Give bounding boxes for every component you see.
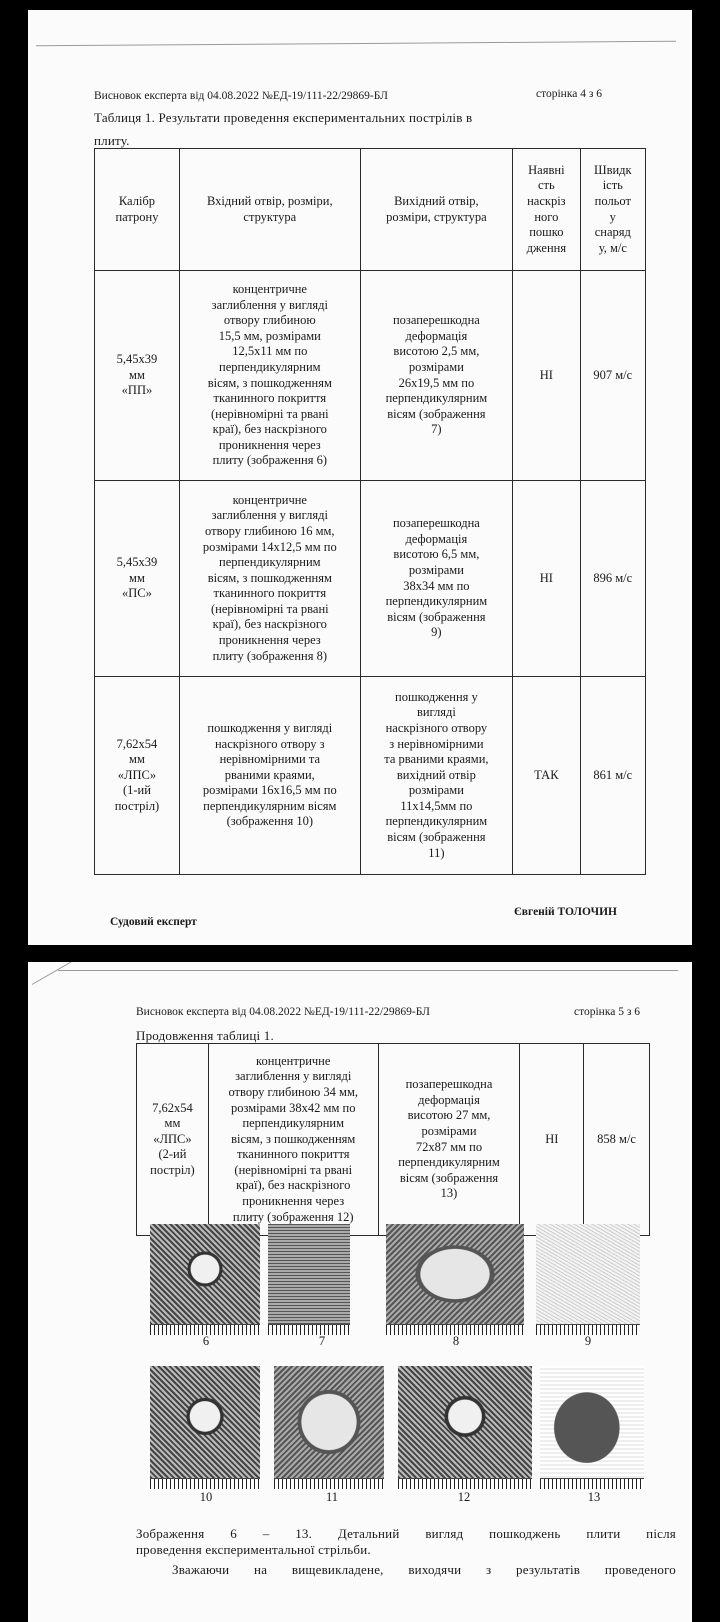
damage-photo [398,1366,532,1478]
results-table-continued [136,1043,650,1236]
page-header-left: Висновок експерта від 04.08.2022 №ЕД-19/111-22/29869-БЛ [136,1006,430,1018]
damage-photo [386,1224,524,1324]
cell-exit: позаперешкодна деформація висотою 2,5 мм, розмірами 26х19,5 мм по перпендикулярним вісям (зображення 7) [360,271,512,481]
cell-entry: пошкодження у вигляді наскрізного отвору з нерівномірними та рваними краями, розмірами 16х16,5 мм по перпендикулярним вісям (зображення 10) [179,677,360,875]
cell-caliber: 7,62х54 мм «ЛПС» (1-ий постріл) [95,677,180,875]
figure-caption: Зображення 6 – 13. Детальний вигляд пошкоджень плити після [136,1526,676,1541]
header-through-damage: Наявні сть наскріз ного пошко дження [513,149,581,271]
cell-caliber: 5,45х39 мм «ПП» [95,271,180,481]
cell-exit: позаперешкодна деформація висотою 6,5 мм, розмірами 38х34 мм по перпендикулярним вісям (зображення 9) [360,481,512,677]
cell-caliber: 7,62х54 мм «ЛПС» (2-ий постріл) [137,1044,209,1236]
table-header-row [95,149,646,271]
page-header-right: сторінка 4 з 6 [536,88,603,100]
cell-exit: пошкодження у вигляді наскрізного отвору з нерівномірними та рваними краями, вихідний отвір розмірами 11х14,5мм по перпендикулярним вісям (зображення 11) [360,677,512,875]
document-page-4 [28,10,692,945]
table-caption-continued: плиту. [94,133,130,148]
cell-speed: 896 м/с [580,481,645,677]
signature-name: Євгеній ТОЛОЧИН [514,906,617,918]
damage-photo [150,1366,260,1478]
scale-ruler [150,1478,260,1489]
table-row [95,677,646,875]
photo-label: 12 [457,1490,471,1504]
cell-through: НІ [520,1044,584,1236]
damage-photo [540,1366,644,1478]
photo-label: 11 [325,1490,339,1504]
scale-ruler [274,1478,384,1489]
photo-label: 6 [202,1334,210,1348]
cell-exit: позаперешкодна деформація висотою 27 мм, розмірами 72х87 мм по перпендикулярним вісям (зображення 13) [378,1044,520,1236]
table-row [137,1044,650,1236]
cell-through: НІ [513,271,581,481]
photo-label: 7 [318,1334,326,1348]
damage-photo [268,1224,350,1324]
signature-role: Судовий експерт [110,916,197,928]
page-header-left: Висновок експерта від 04.08.2022 №ЕД-19/111-22/29869-БЛ [94,90,388,102]
damage-photo [150,1224,260,1324]
photo-label: 9 [584,1334,592,1348]
cell-caliber: 5,45х39 мм «ПС» [95,481,180,677]
photo-label: 8 [452,1334,460,1348]
figure-caption-continued: проведення експериментальної стрільби. [136,1542,371,1557]
cell-speed: 861 м/с [580,677,645,875]
cell-speed: 858 м/с [584,1044,650,1236]
header-entry-hole: Вхідний отвір, розміри, структура [179,149,360,271]
scale-ruler [398,1478,532,1489]
photo-label: 10 [199,1490,213,1504]
page-fold-line [58,970,678,971]
page-fold-line [36,41,676,46]
body-paragraph: Зважаючи на вищевикладене, виходячи з результатів проведеного [172,1562,676,1577]
cell-speed: 907 м/с [580,271,645,481]
page-header-right: сторінка 5 з 6 [574,1006,641,1018]
results-table [94,148,646,875]
scale-ruler [540,1478,644,1489]
cell-entry: концентричне заглиблення у вигляді отвору глибиною 16 мм, розмірами 14х12,5 мм по перпендикулярним вісям, з пошкодженням тканинного покриття (нерівномірні та рвані краї), без наскрізного проникнення через плиту (зображення 8) [179,481,360,677]
table-row [95,481,646,677]
table-caption: Таблиця 1. Результати проведення експериментальних пострілів в [94,110,473,125]
cell-entry: концентричне заглиблення у вигляді отвору глибиною 15,5 мм, розмірами 12,5х11 мм по перпендикулярним вісям, з пошкодженням тканинного покриття (нерівномірні та рвані краї), без наскрізного проникнення через плиту (зображення 6) [179,271,360,481]
damage-photo [274,1366,384,1478]
photo-label: 13 [587,1490,601,1504]
header-speed: Швидк ість польот у снаряд у, м/с [580,149,645,271]
document-page-5 [28,962,692,1622]
cell-through: НІ [513,481,581,677]
cell-entry: концентричне заглиблення у вигляді отвору глибиною 34 мм, розмірами 38х42 мм по перпендикулярним вісям, з пошкодженням тканинного покриття (нерівномірні та рвані краї), без наскрізного проникнення через плиту (зображення 12) [208,1044,378,1236]
header-caliber: Калібр патрону [95,149,180,271]
cell-through: ТАК [513,677,581,875]
table-continuation-caption: Продовження таблиці 1. [136,1028,274,1043]
damage-photo [536,1224,640,1324]
table-row [95,271,646,481]
header-exit-hole: Вихідний отвір, розміри, структура [360,149,512,271]
page-corner-fold [32,962,84,985]
